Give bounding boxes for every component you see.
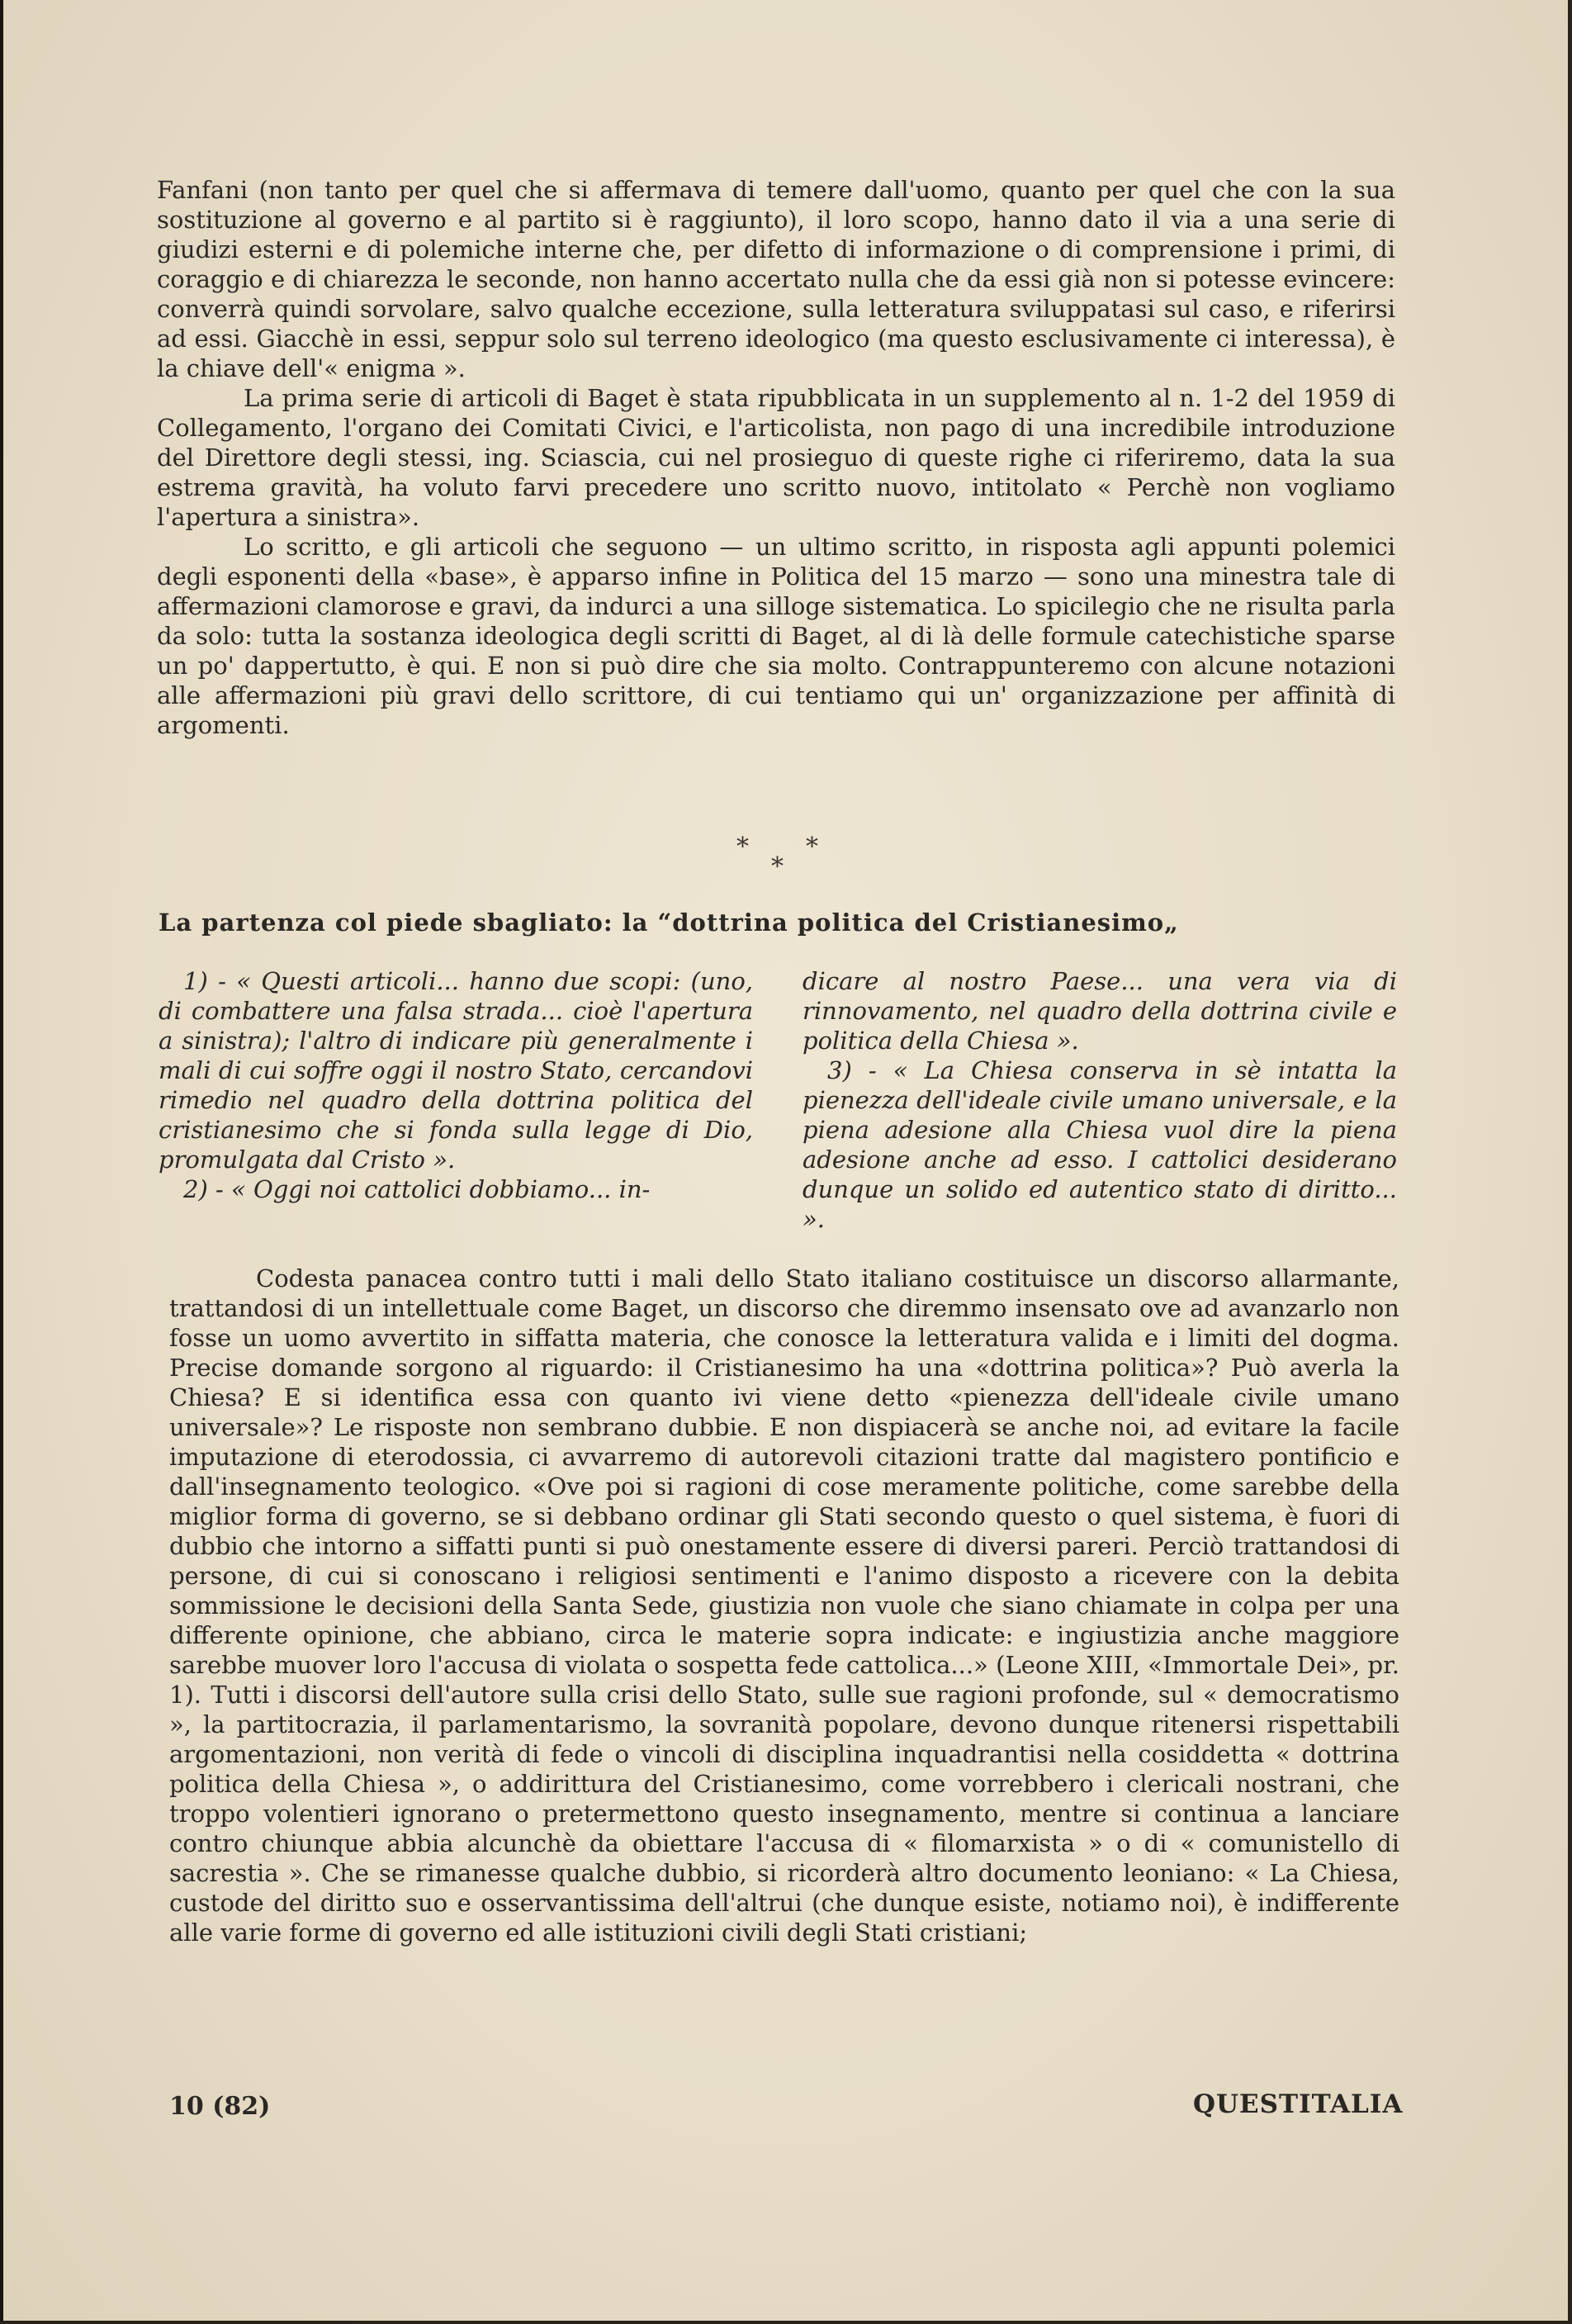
intro-paragraph-2: La prima serie di articoli di Baget è stata ripubblicata in un supplemento al n. 1-2 del 1959 di Collegamento, l'organo dei Comitati Civici, e l'articolista, non pago di una incredibile introduzione del Direttore degli stessi, ing. Sciascia, cui nel prosieguo di queste righe ci riferiremo, data la sua estrema gravità, ha voluto farvi precedere uno scritto nuovo, intitolato « Perchè non vogliamo l'apertura a sinistra». (157, 384, 1395, 531)
asterisk: * (806, 832, 818, 861)
section-heading: La partenza col piede sbagliato: la “dottrina politica del Cristianesimo„ (159, 908, 1179, 937)
journal-name: QUESTITALIA (1193, 2089, 1404, 2119)
quotes-left-column (159, 966, 753, 1204)
main-body (169, 1264, 1399, 1947)
page-number: 10 (82) (169, 2092, 271, 2121)
asterisk: * (736, 832, 749, 861)
quote-3: 3) - « La Chiesa conserva in sè intatta la pienezza dell'ideale civile umano universale, e la piena adesione alla Chiesa vuol dire la piena adesione anche ad esso. I cattolici desiderano dunque un solido ed autentico stato di diritto... ». (803, 1056, 1397, 1233)
scan-border (0, 0, 3, 2324)
scan-border (1568, 0, 1572, 2324)
quote-1: 1) - « Questi articoli... hanno due scopi: (uno, di combattere una falsa strada... cioè l'apertura a sinistra); l'altro di indicare più generalmente i mali di cui soffre oggi il nostro Stato, cercandovi rimedio nel quadro della dottrina politica del cristianesimo che si fonda sulla legge di Dio, promulgata dal Cristo ». (159, 967, 753, 1174)
intro-paragraph-1: Fanfani (non tanto per quel che si affermava di temere dall'uomo, quanto per quel che con la sua sostituzione al governo e al partito si è raggiunto), il loro scopo, hanno dato il via a una serie di giudizi esterni e di polemiche interne che, per difetto di informazione o di comprensione i primi, di coraggio e di chiarezza le seconde, non hanno accertato nulla che da essi già non si potesse evincere: converrà quindi sorvolare, salvo qualche eccezione, sulla letteratura sviluppatasi sul caso, e riferirsi ad essi. Giacchè in essi, seppur solo sul terreno ideologico (ma questo esclusivamente ci interessa), è la chiave dell'« enigma ». (157, 176, 1395, 382)
quotes-right-column (803, 966, 1397, 1234)
quote-2-start: 2) - « Oggi noi cattolici dobbiamo... in- (183, 1175, 651, 1203)
asterisk: * (771, 852, 784, 881)
intro-paragraph-3: Lo scritto, e gli articoli che seguono — un ultimo scritto, in risposta agli appunti polemici degli esponenti della «base», è apparso infine in Politica del 15 marzo — sono una minestra tale di affermazioni clamorose e gravi, da indurci a una silloge sistematica. Lo spicilegio che ne risulta parla da solo: tutta la sostanza ideologica degli scritti di Baget, al di là delle formule catechistiche sparse un po' dappertutto, è qui. E non si può dire che sia molto. Contrappunteremo con alcune notazioni alle affermazioni più gravi dello scrittore, di cui tentiamo qui un' organizzazione per affinità di argomenti. (157, 533, 1395, 739)
body-paragraph: Codesta panacea contro tutti i mali dello Stato italiano costituisce un discorso allarmante, trattandosi di un intellettuale come Baget, un discorso che diremmo insensato ove ad avanzarlo non fosse un uomo avvertito in siffatta materia, che conosce la letteratura valida e i limiti del dogma. Precise domande sorgono al riguardo: il Cristianesimo ha una «dottrina politica»? Può averla la Chiesa? E si identifica essa con quanto ivi viene detto «pienezza dell'ideale civile umano universale»? Le risposte non sembrano dubbie. E non dispiacerà se anche noi, ad evitare la facile imputazione di eterodossia, ci avvarremo di autorevoli citazioni tratte dal magistero pontificio e dall'insegnamento teologico. «Ove poi si ragioni di cose meramente politiche, come sarebbe della miglior forma di governo, se si debbano ordinar gli Stati secondo questo o quel sistema, è fuori di dubbio che intorno a siffatti punti si può onestamente essere di diversi pareri. Perciò trattandosi di persone, di cui si conoscano i religiosi sentimenti e l'animo disposto a ricevere con la debita sommissione le decisioni della Santa Sede, giustizia non vuole che siano chiamate in colpa per una differente opinione, che abbiano, circa le materie sopra indicate: e ingiustizia anche maggiore sarebbe muover loro l'accusa di violata o sospetta fede cattolica...» (Leone XIII, «Immortale Dei», pr. 1). Tutti i discorsi dell'autore sulla crisi dello Stato, sulle sue ragioni profonde, sul « democratismo », la partitocrazia, il parlamentarismo, la sovranità popolare, devono dunque ritenersi rispettabili argomentazioni, non verità di fede o vincoli di disciplina inquadrantisi nella cosiddetta « dottrina politica della Chiesa », o addirittura del Cristianesimo, come vorrebbero i clericali nostrani, che troppo volentieri ignorano o pretermettono questo insegnamento, mentre si continua a lanciare contro chiunque abbia alcunchè da obiettare l'accusa di « filomarxista » o di « comunistello di sacrestia ». Che se rimanesse qualche dubbio, si ricorderà altro documento leoniano: « La Chiesa, custode del diritto suo e osservantissima dell'altrui (che dunque esiste, notiamo noi), è indifferente alle varie forme di governo ed alle istituzioni civili degli Stati cristiani; (169, 1264, 1399, 1947)
section-separator (727, 832, 842, 882)
quote-2-continued: dicare al nostro Paese... una vera via di rinnovamento, nel quadro della dottrina civile e politica della Chiesa ». (803, 967, 1397, 1055)
intro-text (157, 175, 1395, 740)
scan-border (0, 2321, 1572, 2324)
